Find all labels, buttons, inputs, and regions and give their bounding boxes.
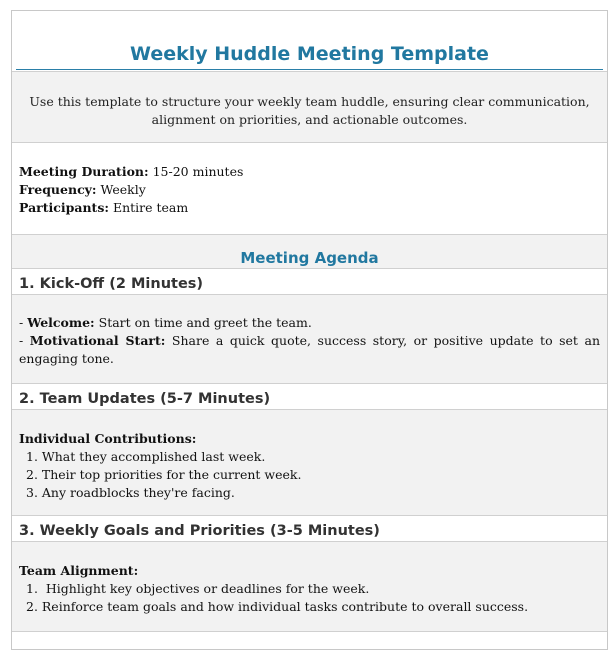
list-item: 3. Any roadblocks they're facing.	[26, 485, 235, 500]
bullet-dash: -	[19, 333, 30, 348]
document-title: Weekly Huddle Meeting Template	[130, 43, 489, 65]
meta-frequency-label: Frequency:	[19, 182, 97, 197]
intro-line-2: alignment on priorities, and actionable outcomes.	[151, 112, 468, 127]
intro-block	[12, 71, 607, 143]
meta-duration-value: 15-20 minutes	[148, 164, 244, 179]
meta-frequency-value: Weekly	[96, 182, 146, 197]
item-text: Start on time and greet the team.	[94, 315, 312, 330]
section-body-kickoff	[12, 295, 607, 384]
meta-participants-value: Entire team	[108, 200, 189, 215]
section-heading-weekly-goals: 3. Weekly Goals and Priorities (3-5 Minutes)	[12, 516, 607, 542]
title-row	[12, 11, 607, 71]
meta-frequency	[19, 181, 607, 199]
list-item	[19, 314, 600, 332]
meta-participants	[19, 199, 607, 217]
bullet-dash: -	[19, 315, 28, 330]
item-label: Welcome:	[27, 315, 95, 330]
section-body-team-updates	[12, 410, 607, 516]
section-subheading: Team Alignment:	[19, 563, 139, 578]
list-item: 1. Highlight key objectives or deadlines for the week.	[26, 581, 370, 596]
item-text: Share a quick quote, success story, or positive update to set an engaging tone.	[19, 333, 600, 366]
meta-participants-label: Participants:	[19, 200, 109, 215]
document-page	[11, 10, 608, 650]
section-heading-kickoff: 1. Kick-Off (2 Minutes)	[12, 269, 607, 295]
meta-duration-label: Meeting Duration:	[19, 164, 149, 179]
section-subheading: Individual Contributions:	[19, 431, 197, 446]
meta-duration	[19, 163, 607, 181]
section-heading-team-updates: 2. Team Updates (5-7 Minutes)	[12, 384, 607, 410]
intro-line-1: Use this template to structure your weekly team huddle, ensuring clear communication,	[29, 94, 590, 109]
list-item: 2. Reinforce team goals and how individual tasks contribute to overall success.	[26, 599, 529, 614]
item-label: Motivational Start:	[29, 333, 166, 348]
agenda-heading: Meeting Agenda	[12, 235, 607, 269]
section-body-weekly-goals	[12, 542, 607, 632]
list-item	[19, 332, 600, 368]
title-underline	[16, 69, 603, 70]
list-item: 2. Their top priorities for the current week.	[26, 467, 302, 482]
list-item: 1. What they accomplished last week.	[26, 449, 266, 464]
meeting-meta	[12, 143, 607, 235]
